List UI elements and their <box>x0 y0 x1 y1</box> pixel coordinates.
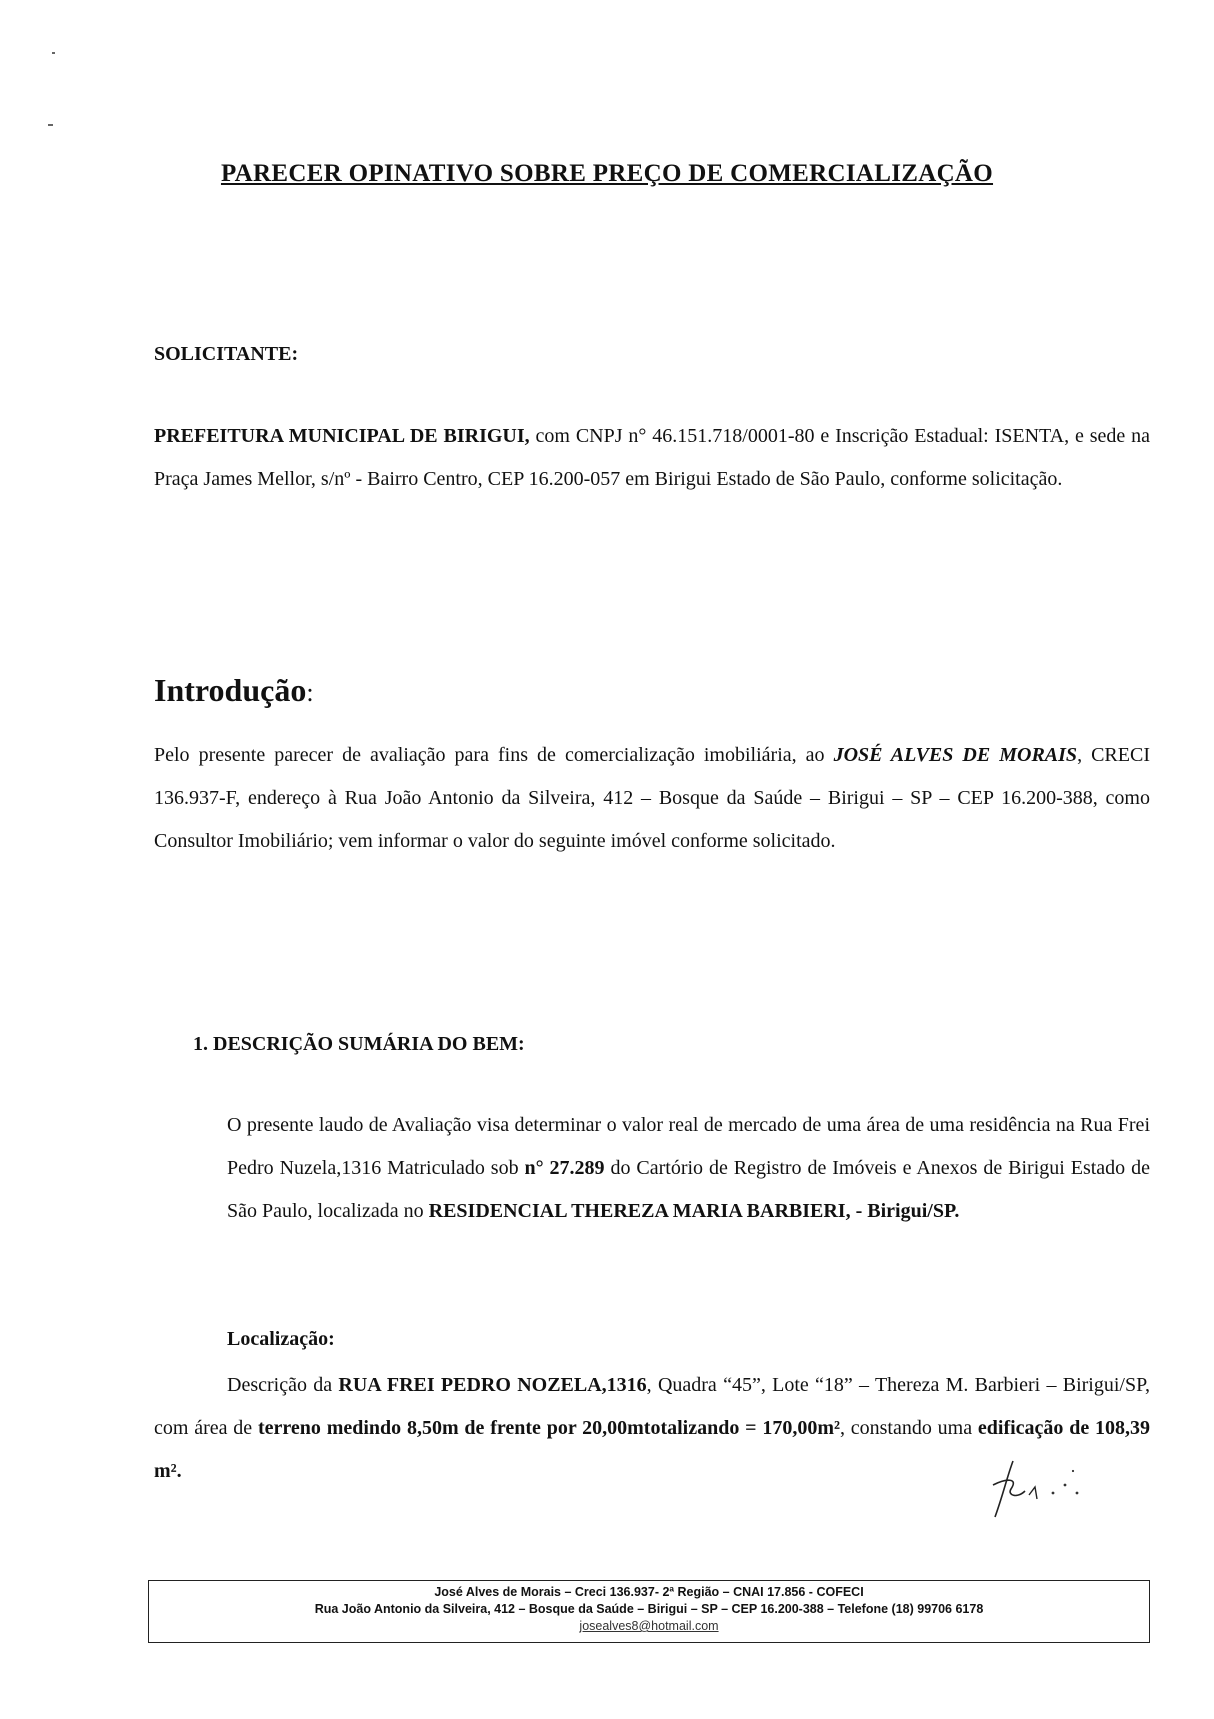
introducao-text1: Pelo presente parecer de avaliação para fins de comercialização imobiliária, ao <box>154 744 834 766</box>
solicitante-text: com CNPJ n° 46.151.718/0001-80 e Inscrição Estadual: ISENTA, e sede na Praça James Mellor, s/nº - Bairro Centro, CEP 16.200-057 em Birigui Estado de São Paulo, conforme solicitação. <box>154 425 1150 490</box>
section1-text2: do Cartório de Registro de Imóveis e Anexos de Birigui Estado de São Paulo, localizada no <box>227 1157 1150 1222</box>
footer-email[interactable]: josealves8@hotmail.com <box>579 1619 719 1633</box>
handwritten-initials-signature <box>985 1455 1105 1525</box>
scan-speck <box>48 124 53 126</box>
footer-line-1: José Alves de Morais – Creci 136.937- 2ª Região – CNAI 17.856 - COFECI <box>434 1585 864 1599</box>
introducao-heading <box>154 672 314 709</box>
section1-text1: O presente laudo de Avaliação visa determinar o valor real de mercado de uma área de uma residência na Rua Frei Pedro Nuzela,1316 Matriculado sob <box>227 1114 1150 1179</box>
introducao-heading-colon: : <box>306 678 314 707</box>
introducao-text2: , CRECI 136.937-F, endereço à Rua João Antonio da Silveira, 412 – Bosque da Saúde – Birigui – SP – CEP 16.200-388, como Consultor Imobiliário; vem informar o valor do seguinte imóvel conforme solicitado. <box>154 744 1150 852</box>
document-title: PARECER OPINATIVO SOBRE PREÇO DE COMERCIALIZAÇÃO <box>220 160 994 187</box>
street-address: RUA FREI PEDRO NOZELA,1316 <box>338 1374 647 1396</box>
letterhead-footer <box>148 1580 1150 1643</box>
footer-line-2: Rua João Antonio da Silveira, 412 – Bosque da Saúde – Birigui – SP – CEP 16.200-388 – Telefone (18) 99706 6178 <box>314 1602 984 1616</box>
introducao-paragraph <box>154 734 1150 863</box>
localizacao-heading: Localização: <box>227 1328 335 1350</box>
localizacao-text2: , Quadra “45”, Lote “18” – Thereza M. Barbieri – Birigui/SP, com área de <box>154 1374 1150 1439</box>
solicitante-paragraph <box>154 415 1150 501</box>
section1-heading: 1. DESCRIÇÃO SUMÁRIA DO BEM: <box>193 1033 525 1055</box>
solicitante-name: PREFEITURA MUNICIPAL DE BIRIGUI, <box>154 425 530 447</box>
residencial-name: RESIDENCIAL THEREZA MARIA BARBIERI, - Birigui/SP. <box>428 1200 960 1222</box>
localizacao-text3: , constando uma <box>839 1417 978 1439</box>
consultant-name: JOSÉ ALVES DE MORAIS <box>833 744 1078 766</box>
matricula-number: n° 27.289 <box>524 1157 605 1179</box>
edificacao-area: edificação de 108,39 m². <box>154 1417 1150 1482</box>
terreno-measures: terreno medindo 8,50m de frente por 20,00mtotalizando = 170,00m² <box>257 1417 840 1439</box>
localizacao-text1: Descrição da <box>227 1374 339 1396</box>
section1-paragraph <box>227 1104 1150 1233</box>
introducao-heading-text: Introdução <box>154 672 307 708</box>
solicitante-heading: SOLICITANTE: <box>154 343 299 365</box>
scan-speck <box>52 52 55 54</box>
